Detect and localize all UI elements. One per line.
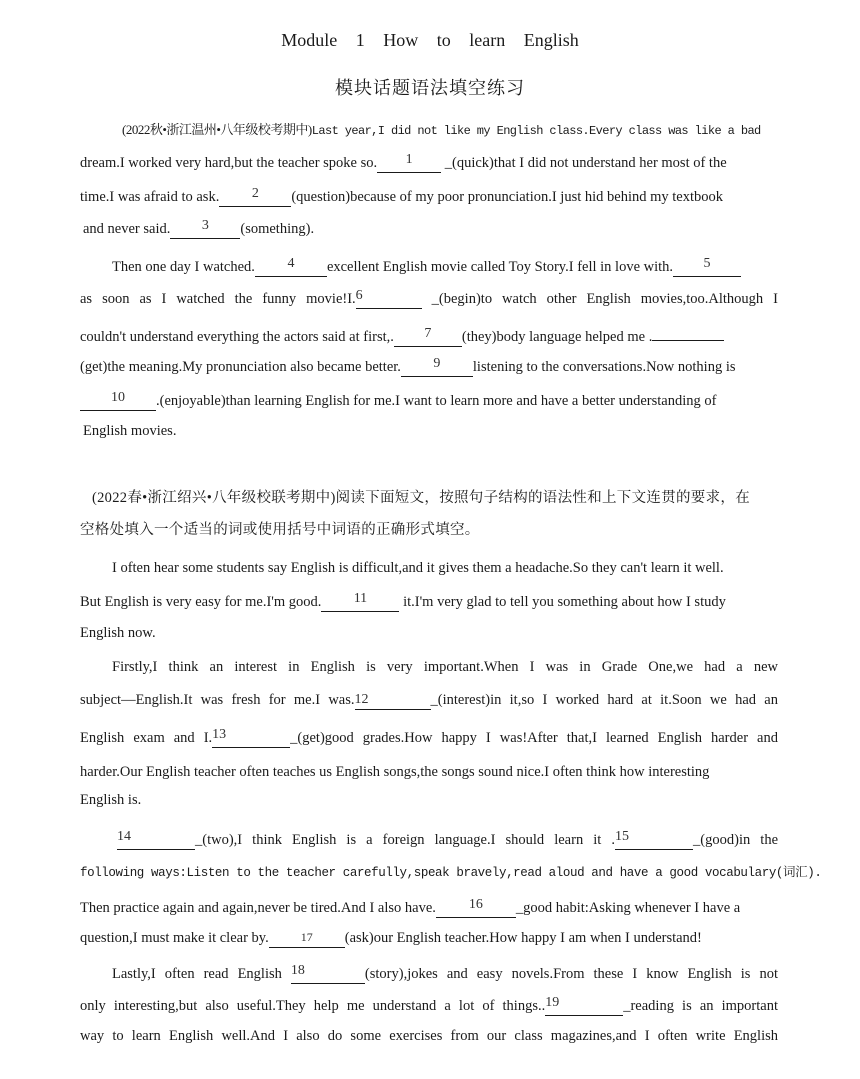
passage1-line-3 <box>80 187 778 207</box>
blank-number: 19 <box>545 995 560 1010</box>
passage2-line <box>80 728 778 748</box>
answer-blank-3[interactable] <box>170 218 240 239</box>
passage2-text: _reading is an important <box>623 998 778 1014</box>
passage2-text: Then practice again and again,never be tired.And I also have. <box>80 900 436 916</box>
passage2-text: Lastly,I often read English <box>112 966 282 982</box>
passage1-text: .(enjoyable)than learning English for me.I want to learn more and have a better understanding of <box>156 393 717 409</box>
passage2-text: question,I must make it clear by. <box>80 930 269 946</box>
blank-number: 9 <box>433 356 441 371</box>
answer-blank-6[interactable] <box>355 288 422 309</box>
page-subtitle: 模块话题语法填空练习 <box>335 78 525 98</box>
passage1-text: Last year,I did not like my English class.Every class was like a bad <box>311 124 761 138</box>
passage1-text: (they)body language helped me . <box>461 329 653 345</box>
answer-blank-5[interactable] <box>673 256 741 277</box>
passage1-line-1 <box>122 120 778 141</box>
passage2-line <box>80 690 778 710</box>
passage1-text: couldn't understand everything the actors said at first,. <box>80 329 394 345</box>
passage1-line-8 <box>80 357 778 377</box>
answer-blank-13[interactable] <box>212 727 290 748</box>
passage1-line-9 <box>80 391 778 411</box>
answer-blank-15[interactable] <box>615 829 693 850</box>
passage1-text: (question)because of my poor pronunciation.I just hid behind my textbook <box>291 189 724 205</box>
passage1-line-6 <box>80 289 778 309</box>
passage2-line <box>80 928 778 948</box>
answer-blank-4[interactable] <box>255 256 327 277</box>
passage1-text: time.I was afraid to ask. <box>80 189 220 205</box>
blank-number: 5 <box>703 256 711 271</box>
blank-number: 3 <box>201 218 209 233</box>
answer-blank-16[interactable] <box>436 897 516 918</box>
passage2-text: _good habit:Asking whenever I have a <box>515 900 741 916</box>
answer-blank-12[interactable] <box>355 692 431 710</box>
passage2-line: English is. <box>80 792 142 808</box>
passage2-text: _(interest)in it,so I worked hard at it.Soon we had an <box>430 692 778 708</box>
answer-blank-14[interactable] <box>117 829 195 850</box>
answer-blank-1[interactable] <box>377 152 441 173</box>
passage2-instructions-line-1: (2022春•浙江绍兴•八年级校联考期中)阅读下面短文，按照句子结构的语法性和上下文连贯的要求，在 <box>92 490 751 506</box>
passage1-text: (something). <box>240 221 315 237</box>
passage1-line-7 <box>80 323 778 347</box>
blank-number: 12 <box>354 692 369 707</box>
passage2-text: _(get)good grades.How happy I was!After that,I learned English harder and <box>290 730 778 746</box>
passage1-text: and never said. <box>83 221 171 237</box>
passage1-line-4 <box>83 219 781 239</box>
passage1-source: (2022秋•浙江温州•八年级校考期中) <box>122 122 312 137</box>
passage2-text: (ask)our English teacher.How happy I am when I understand! <box>344 930 702 946</box>
passage1-text: listening to the conversations.Now nothing is <box>472 359 736 375</box>
blank-number: 10 <box>111 390 125 405</box>
answer-blank-19[interactable] <box>545 995 623 1016</box>
answer-blank-7[interactable] <box>394 326 462 347</box>
passage2-text: _(two),I think English is a foreign language.I should learn it . <box>195 832 616 848</box>
blank-number: 17 <box>300 930 313 944</box>
passage1-text: _(begin)to watch other English movies,too.Although I <box>431 291 778 307</box>
blank-number: 11 <box>353 591 368 606</box>
blank-number: 13 <box>212 727 227 742</box>
passage2-line: I often hear some students say English is difficult,and it gives them a headache.So they can't learn it well. <box>112 560 724 576</box>
passage2-line <box>112 964 778 984</box>
answer-blank-11[interactable] <box>321 591 399 612</box>
passage2-line <box>80 592 778 612</box>
blank-number: 15 <box>615 829 630 844</box>
passage1-text: dream.I worked very hard,but the teacher spoke so. <box>80 155 378 171</box>
passage2-line <box>80 898 778 918</box>
passage1-line-10 <box>83 421 781 441</box>
blank-number: 2 <box>251 186 259 201</box>
passage2-line: English now. <box>80 625 156 641</box>
blank-number: 1 <box>405 152 413 167</box>
passage1-text: (get)the meaning.My pronunciation also became better. <box>80 359 401 375</box>
answer-blank-17[interactable] <box>269 930 345 948</box>
blank-number: 14 <box>117 829 131 844</box>
passage1-text: _(quick)that I did not understand her most of the <box>444 155 727 171</box>
passage2-line <box>117 830 778 850</box>
answer-blank-18[interactable] <box>290 963 365 984</box>
blank-number: 7 <box>424 326 432 341</box>
passage2-instructions-line-2: 空格处填入一个适当的词或使用括号中词语的正确形式填空。 <box>80 522 480 538</box>
blank-number: 6 <box>355 288 363 303</box>
passage1-line-5 <box>112 257 778 277</box>
passage1-text: English movies. <box>83 423 177 439</box>
page-title: Module 1 How to learn English <box>281 30 579 50</box>
passage1-text: as soon as I watched the funny movie!I. <box>80 291 356 307</box>
answer-blank-8[interactable] <box>652 323 724 341</box>
passage1-text: Then one day I watched. <box>112 259 255 275</box>
passage2-line: way to learn English well.And I also do some exercises from our class magazines,and I often write English <box>80 1028 778 1044</box>
passage2-text: English exam and I. <box>80 730 213 746</box>
blank-number: 4 <box>287 256 295 271</box>
passage2-line: Firstly,I think an interest in English is very important.When I was in Grade One,we had a new <box>112 659 778 675</box>
passage2-text: subject—English.It was fresh for me.I was. <box>80 692 355 708</box>
answer-blank-2[interactable] <box>219 186 291 207</box>
answer-blank-10[interactable] <box>80 390 156 411</box>
passage1-line-2 <box>80 153 778 173</box>
passage2-text: (story),jokes and easy novels.From these I know English is not <box>364 966 779 982</box>
passage2-line <box>80 996 778 1016</box>
passage2-text: it.I'm very glad to tell you something about how I study <box>403 594 726 610</box>
passage2-line: harder.Our English teacher often teaches us English songs,the songs sound nice.I often think how interesting <box>80 764 710 780</box>
passage2-text: _(good)in the <box>693 832 779 848</box>
passage2-text: But English is very easy for me.I'm good. <box>80 594 322 610</box>
blank-number: 18 <box>290 963 305 978</box>
passage2-text: only interesting,but also useful.They help me understand a lot of things.. <box>80 998 546 1014</box>
passage1-text: excellent English movie called Toy Story.I fell in love with. <box>326 259 674 275</box>
answer-blank-9[interactable] <box>401 356 473 377</box>
blank-number: 16 <box>468 897 483 912</box>
passage2-line: following ways:Listen to the teacher carefully,speak bravely,read aloud and have a good vocabulary(词汇). <box>80 866 822 880</box>
